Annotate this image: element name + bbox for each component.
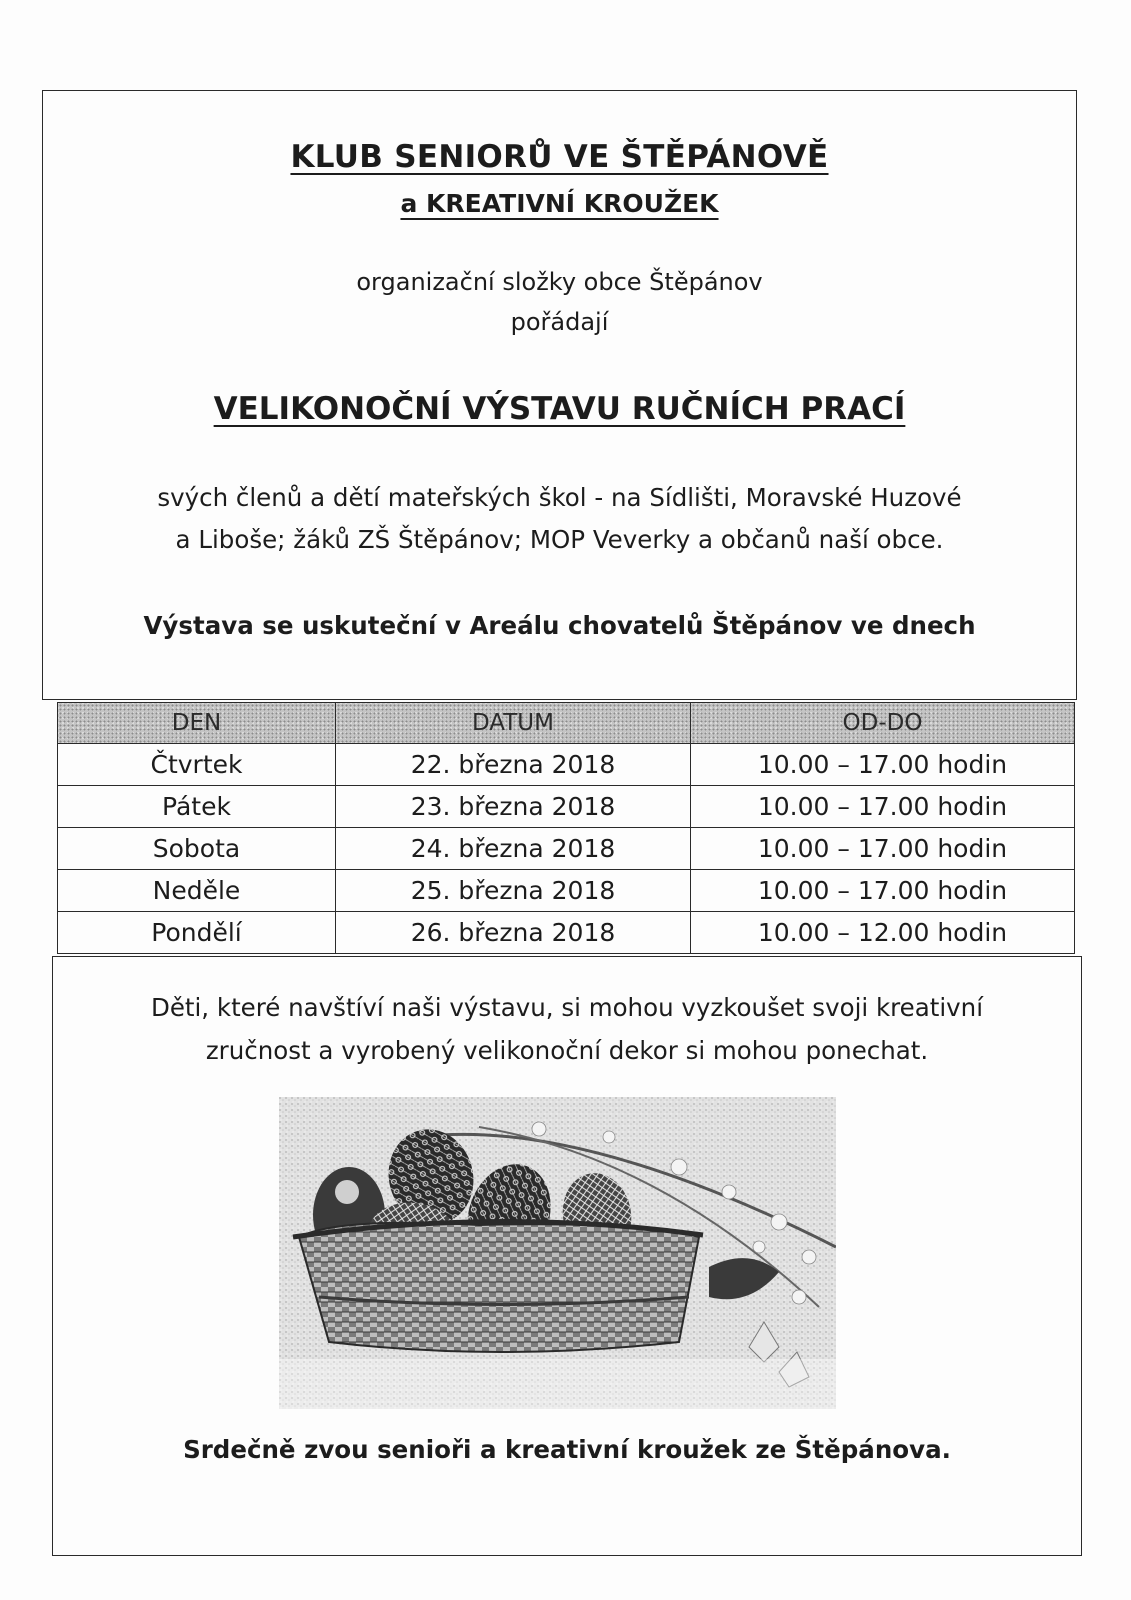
day-cell: Neděle xyxy=(58,870,336,912)
invite-line-1: Děti, které navštíví naši výstavu, si mohou vyzkoušet svoji kreativní xyxy=(150,993,984,1022)
date-cell: 24. března 2018 xyxy=(336,828,691,870)
date-cell: 22. března 2018 xyxy=(336,744,691,786)
table-row xyxy=(58,744,1075,786)
time-cell: 10.00 – 17.00 hodin xyxy=(691,870,1075,912)
header-box xyxy=(42,90,1077,700)
schedule-table xyxy=(57,702,1075,954)
description-line-2: a Liboše; žáků ZŠ Štěpánov; MOP Veverky a občanů naší obce. xyxy=(175,525,944,554)
header-time: OD-DO xyxy=(691,703,1075,744)
organizers-verb: pořádají xyxy=(510,308,609,336)
time-cell: 10.00 – 12.00 hodin xyxy=(691,912,1075,954)
easter-eggs-basket-illustration xyxy=(279,1097,836,1409)
header-date: DATUM xyxy=(336,703,691,744)
date-cell: 23. března 2018 xyxy=(336,786,691,828)
organizers-line: organizační složky obce Štěpánov xyxy=(356,268,763,296)
table-row xyxy=(58,912,1075,954)
day-cell: Čtvrtek xyxy=(58,744,336,786)
venue-line: Výstava se uskuteční v Areálu chovatelů Štěpánov ve dnech xyxy=(143,611,976,640)
easter-eggs-basket-photo xyxy=(279,1097,836,1409)
date-cell: 26. března 2018 xyxy=(336,912,691,954)
closing-line: Srdečně zvou senioři a kreativní kroužek ze Štěpánova. xyxy=(183,1435,951,1464)
day-cell: Sobota xyxy=(58,828,336,870)
date-cell: 25. března 2018 xyxy=(336,870,691,912)
club-title: KLUB SENIORŮ VE ŠTĚPÁNOVĚ xyxy=(290,139,829,175)
table-header-row xyxy=(58,703,1075,744)
table-row xyxy=(58,828,1075,870)
description-line-1: svých členů a dětí mateřských škol - na Sídlišti, Moravské Huzové xyxy=(157,483,962,512)
invitation-box xyxy=(52,956,1082,1556)
time-cell: 10.00 – 17.00 hodin xyxy=(691,828,1075,870)
table-row xyxy=(58,870,1075,912)
time-cell: 10.00 – 17.00 hodin xyxy=(691,786,1075,828)
event-title: VELIKONOČNÍ VÝSTAVU RUČNÍCH PRACÍ xyxy=(213,391,906,427)
day-cell: Pátek xyxy=(58,786,336,828)
invite-line-2: zručnost a vyrobený velikonoční dekor si mohou ponechat. xyxy=(205,1036,929,1065)
header-day: DEN xyxy=(58,703,336,744)
time-cell: 10.00 – 17.00 hodin xyxy=(691,744,1075,786)
table-row xyxy=(58,786,1075,828)
club-subtitle: a KREATIVNÍ KROUŽEK xyxy=(400,189,719,218)
day-cell: Pondělí xyxy=(58,912,336,954)
